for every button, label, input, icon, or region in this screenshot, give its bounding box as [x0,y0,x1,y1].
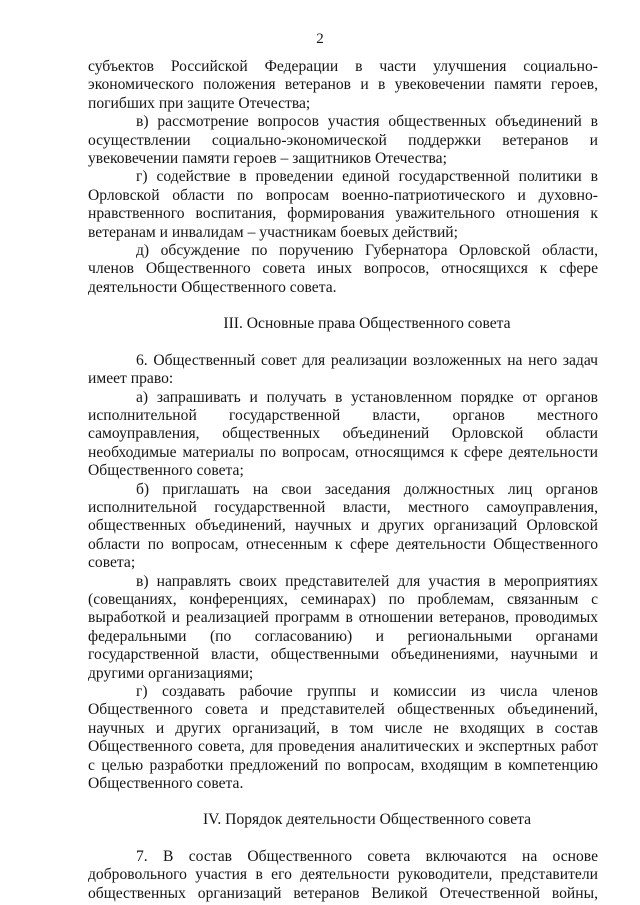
paragraph-6-g: г) создавать рабочие группы и комиссии из числа членов Общественного совета и представителей общественных объединений, научных и других организаций, в том числе не входящих в состав Общественного совета, для проведения аналитических и экспертных работ с целью разработки предложений по вопросам, входящим в компетенцию Общественного совета. [88,683,598,793]
section-heading-4: IV. Порядок деятельности Общественного совета [202,811,532,829]
section-heading-3: III. Основные права Общественного совета [223,315,511,333]
paragraph-6-b: б) приглашать на свои заседания должностных лиц органов исполнительной государственной власти, местного самоуправления, общественных объединений, научных и других организаций Орловской области по вопросам, отнесенным к сфере деятельности Общественного совета; [88,480,598,572]
paragraph-6: 6. Общественный совет для реализации возложенных на него задач имеет право: [88,351,598,388]
paragraph-6-a: а) запрашивать и получать в установленном порядке от органов исполнительной государственной власти, органов местного самоуправления, общественных объединений Орловской области необходимые материалы по вопросам, относящимся к сфере деятельности Общественного совета; [88,388,598,480]
document-body [88,58,598,903]
paragraph-6-v: в) направлять своих представителей для участия в мероприятиях (совещаниях, конференциях, семинарах) по проблемам, связанным с выработкой и реализацией программ в отношении ветеранов, проводимых федеральными (по согласованию) и региональными органами государственной власти, общественными объединениями, научными и другими организациями; [88,572,598,682]
page-number: 2 [316,31,324,47]
paragraph-7: 7. В состав Общественного совета включаются на основе добровольного участия в его деятельности руководители, представители общественных организаций ветеранов Великой Отечественной войны, [88,847,598,902]
paragraph-continuation: субъектов Российской Федерации в части улучшения социально-экономического положения ветеранов и в увековечении памяти героев, погибших при защите Отечества; [88,58,598,112]
paragraph-item-g: г) содействие в проведении единой государственной политики в Орловской области по вопросам военно-патриотического и духовно-нравственного воспитания, формирования уважительного отношения к ветеранам и инвалидам – участникам боевых действий; [88,168,598,241]
paragraph-item-v: в) рассмотрение вопросов участия общественных объединений в осуществлении социально-экономической поддержки ветеранов и увековечении памяти героев – защитников Отечества; [88,113,598,168]
paragraph-item-d: д) обсуждение по поручению Губернатора Орловской области, членов Общественного совета иных вопросов, относящихся к сфере деятельности Общественного совета. [88,242,598,296]
